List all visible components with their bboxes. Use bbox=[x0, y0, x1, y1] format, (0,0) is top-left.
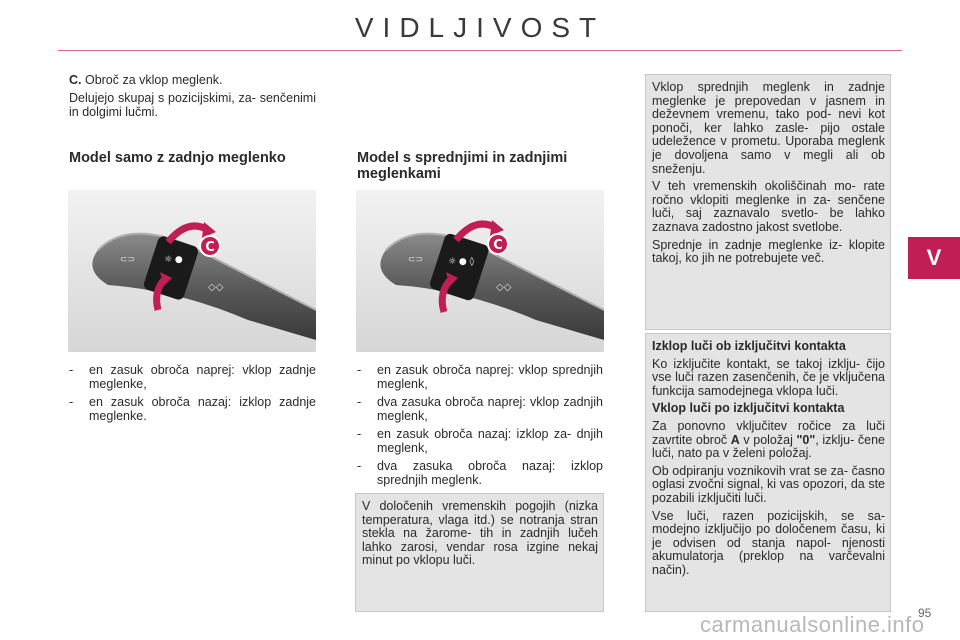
callout-c-left: C bbox=[205, 240, 215, 255]
lighting-stalk-illustration bbox=[68, 190, 316, 352]
info-heading: Vklop luči po izključitvi kontakta bbox=[652, 401, 845, 416]
page-title: VIDLJIVOST bbox=[354, 12, 606, 43]
list-item: - en zasuk obroča naprej: vklop sprednjih meglenk, bbox=[357, 363, 603, 391]
page-number: 95 bbox=[918, 606, 932, 620]
condensation-note-text: V določenih vremenskih pogojih (nizka temperatura, vlaga itd.) se notranja stran stekla na žarome- tih in zadnjih lučeh lahko zarosi, vendar rosa izgine nekaj minut po vklopu luči. bbox=[362, 499, 598, 568]
info-text: v položaj bbox=[739, 432, 797, 447]
middle-bullet-list bbox=[357, 363, 603, 491]
warning-paragraph: Vklop sprednjih meglenk in zadnje meglenke je prepovedan v jasnem in deževnem vremenu, tako pod- nevi kot ponoči, ker lahko zasle- pijo ostale udeležence v prometu. Uporaba meglenk je dovoljena samo v megli ali ob sneženju. bbox=[652, 80, 885, 176]
info-text: Za ponovno vključitev ročice za luči zavrtite obroč bbox=[652, 418, 885, 447]
condensation-note-box bbox=[355, 493, 604, 612]
info-paragraph bbox=[652, 420, 885, 461]
list-item: - en zasuk obroča nazaj: izklop zadnje meglenke. bbox=[69, 395, 316, 423]
stalk-photo-front-rear-fog bbox=[356, 190, 604, 352]
warning-paragraph: Sprednje in zadnje meglenke iz- klopite takoj, ko jih ne potrebujete več. bbox=[652, 237, 885, 266]
svg-text:☼ ● ◊: ☼ ● ◊ bbox=[448, 257, 475, 267]
chapter-tab[interactable]: V bbox=[908, 237, 960, 279]
svg-text:☼ ●: ☼ ● bbox=[164, 255, 183, 265]
intro-block bbox=[69, 73, 316, 123]
stalk-photo-rear-fog bbox=[68, 190, 316, 352]
fog-light-warning-box bbox=[645, 74, 891, 330]
intro-label: C. bbox=[69, 73, 82, 87]
callout-c-middle: C bbox=[493, 238, 503, 253]
info-paragraph: Ob odpiranju voznikovih vrat se za- časno oglasi zvočni signal, ki vas opozori, da ste pozabili izključiti luči. bbox=[652, 463, 885, 505]
info-heading: Izklop luči ob izključitvi kontakta bbox=[652, 339, 846, 353]
svg-text:⊂⊃: ⊂⊃ bbox=[120, 255, 136, 265]
ring-label: A bbox=[730, 432, 740, 447]
left-bullet-list bbox=[69, 363, 316, 427]
info-paragraph: Ko izključite kontakt, se takoj izklju- čijo vse luči razen zasenčenih, če je vključena funkcija samodejnega vklopa luči. bbox=[652, 356, 885, 398]
position-label: "0" bbox=[796, 432, 816, 447]
info-paragraph: Vse luči, razen pozicijskih, se sa- modejno izključijo po določenem času, ki je odvisen od stanja napol- njenosti akumulatorja (preklop na varčevalni način). bbox=[652, 508, 885, 577]
warning-paragraph: V teh vremenskih okoliščinah mo- rate ročno vklopiti meglenke in za- senčene luči, saj zaznavalo svetlo- be lahko zaznava zadostno jakost svetlobe. bbox=[652, 179, 885, 234]
left-section-heading: Model samo z zadnjo meglenko bbox=[69, 150, 286, 166]
list-item: - dva zasuka obroča naprej: vklop zadnjih meglenk, bbox=[357, 395, 603, 423]
svg-text:⊂⊃: ⊂⊃ bbox=[408, 255, 424, 265]
lighting-stalk-illustration bbox=[356, 190, 604, 352]
intro-paragraph: Delujejo skupaj s pozicijskimi, za- senčenimi in dolgimi lučmi. bbox=[69, 91, 316, 119]
middle-section-heading: Model s sprednjimi in zadnjimi meglenkami bbox=[357, 150, 568, 182]
watermark: carmanualsonline.info bbox=[700, 612, 925, 637]
svg-text:◇◇: ◇◇ bbox=[208, 282, 224, 293]
list-item: - en zasuk obroča naprej: vklop zadnje meglenke, bbox=[69, 363, 316, 391]
lights-off-info-box bbox=[645, 333, 891, 612]
info-text: , izklju- čene luči, nato pa v želeni položaj. bbox=[652, 432, 885, 461]
title-divider bbox=[58, 50, 902, 51]
list-item: - dva zasuka obroča nazaj: izklop sprednjih meglenk. bbox=[357, 459, 603, 487]
list-item: - en zasuk obroča nazaj: izklop za- dnjih meglenk, bbox=[357, 427, 603, 455]
svg-text:◇◇: ◇◇ bbox=[496, 282, 512, 293]
intro-text: Obroč za vklop meglenk. bbox=[81, 73, 223, 87]
